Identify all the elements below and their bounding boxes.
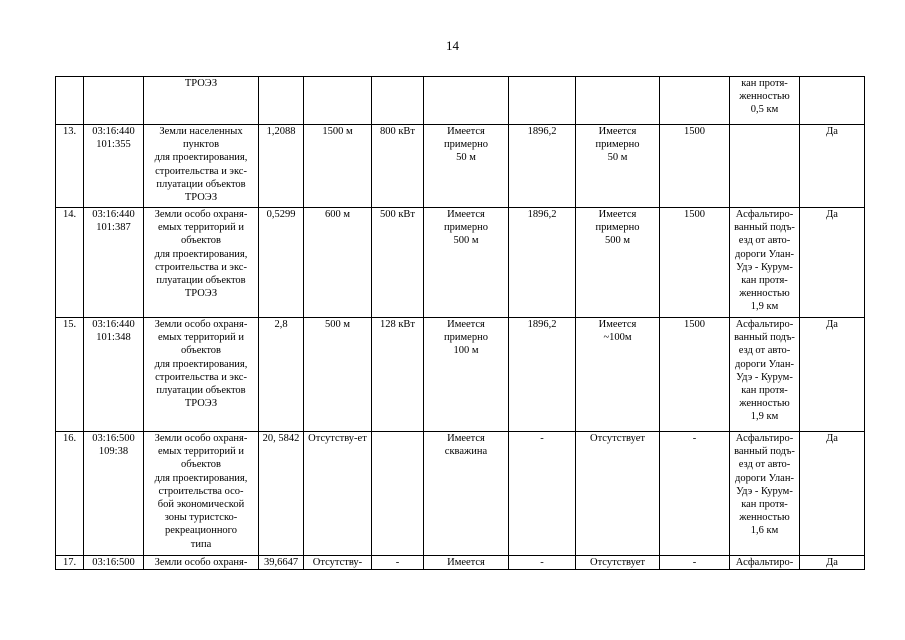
- cell-line: кан протя-: [741, 275, 788, 287]
- cell-road-access: [730, 208, 800, 318]
- cell-cadastral-number: [84, 208, 144, 318]
- cell-sewerage: [576, 208, 660, 318]
- cell-line: ванный подъ-: [734, 332, 795, 344]
- cell-line: 0,5 км: [750, 104, 779, 116]
- cell-line: для проектирования,: [154, 472, 248, 484]
- cell-water-supply: [424, 125, 509, 208]
- cell-cadastral-number: [84, 318, 144, 432]
- cell-sewerage: [576, 318, 660, 432]
- cell-distance: Отсутству-: [304, 556, 372, 570]
- table-body: [56, 77, 865, 570]
- cell-line: рекреационного: [165, 525, 237, 537]
- cell-line: 1,6 км: [750, 525, 779, 537]
- cell-line: ТРОЭЗ: [184, 398, 218, 410]
- cell-line: Земли особо охраня-: [154, 209, 248, 220]
- cell-number: [56, 77, 84, 125]
- cell-length: [660, 77, 730, 125]
- cell-line: примерно: [595, 139, 640, 151]
- cell-number: 15.: [56, 318, 84, 432]
- cell-line: примерно: [444, 139, 488, 151]
- table-row: [56, 208, 865, 318]
- cell-sewerage: [576, 432, 660, 556]
- cell-line: езд от авто-: [738, 459, 791, 471]
- cell-line: 03:16:440: [92, 209, 135, 220]
- table-row: [56, 432, 865, 556]
- cell-sewerage: [576, 125, 660, 208]
- cell-land-category: [144, 77, 259, 125]
- cell-road-access: [730, 125, 800, 208]
- cell-water-supply: [424, 208, 509, 318]
- cell-distance: Отсутству-ет: [304, 432, 372, 556]
- cell-line: емых территорий и: [157, 222, 245, 234]
- cell-power: [372, 77, 424, 125]
- cell-line: скважина: [444, 446, 488, 458]
- cell-line: ТРОЭЗ: [184, 288, 218, 300]
- cell-line: ~100м: [603, 332, 632, 344]
- cell-line: Асфальтиро-: [735, 319, 794, 330]
- cell-line: ванный подъ-: [734, 446, 795, 458]
- cell-road-access: [730, 318, 800, 432]
- cell-distance: [304, 77, 372, 125]
- cell-flag: Да: [800, 208, 865, 318]
- cell-area: 39,6647: [259, 556, 304, 570]
- cell-flag: [800, 77, 865, 125]
- cell-value: -: [509, 432, 576, 556]
- cell-line: кан протя-: [741, 499, 788, 511]
- cell-cadastral-number: [84, 556, 144, 570]
- cell-line: бой экономической: [157, 499, 245, 511]
- cell-water-supply: [424, 432, 509, 556]
- cell-line: Имеется: [598, 126, 637, 137]
- cell-line: 101:348: [96, 332, 131, 344]
- cell-sewerage: [576, 556, 660, 570]
- cell-number: 14.: [56, 208, 84, 318]
- cell-power: 800 кВт: [372, 125, 424, 208]
- cell-line: женностью: [739, 512, 790, 524]
- cell-line: зоны туристско-: [164, 512, 238, 524]
- cell-line: 03:16:500: [92, 433, 135, 444]
- cell-line: Земли особо охраня-: [154, 557, 248, 568]
- cell-land-category: [144, 318, 259, 432]
- cell-line: строительства и экс-: [155, 261, 247, 273]
- page-number: 14: [446, 38, 459, 53]
- cell-area: [259, 77, 304, 125]
- cell-line: Удэ - Курум-: [736, 485, 793, 497]
- cell-power: 128 кВт: [372, 318, 424, 432]
- cell-line: Имеется: [598, 209, 637, 220]
- cell-area: 2,8: [259, 318, 304, 432]
- cell-line: 50 м: [456, 152, 476, 164]
- cell-value: [509, 77, 576, 125]
- cell-line: 109:38: [98, 446, 129, 458]
- cell-power: [372, 432, 424, 556]
- cell-value: -: [509, 556, 576, 570]
- cell-power: -: [372, 556, 424, 570]
- cell-line: для проектирования,: [154, 152, 248, 164]
- cell-line: 1,9 км: [750, 301, 779, 313]
- cell-line: 1,9 км: [750, 411, 779, 423]
- cell-line: Имеется: [447, 433, 485, 444]
- cell-line: Имеется: [598, 319, 637, 330]
- cell-land-category: [144, 556, 259, 570]
- cell-land-category: [144, 125, 259, 208]
- cell-line: для проектирования,: [154, 248, 248, 260]
- cell-line: дороги Улан-: [735, 358, 794, 370]
- cell-value: 1896,2: [509, 318, 576, 432]
- cell-line: Асфальтиро-: [735, 209, 794, 220]
- cell-line: Имеется: [447, 319, 485, 330]
- cell-line: Удэ - Курум-: [736, 371, 793, 383]
- cell-power: 500 кВт: [372, 208, 424, 318]
- cell-line: Асфальтиро-: [735, 433, 794, 444]
- cell-line: объектов: [180, 345, 222, 357]
- cell-line: 50 м: [607, 152, 628, 164]
- cell-line: Имеется: [447, 126, 485, 137]
- cell-water-supply: [424, 556, 509, 570]
- cell-area: 1,2088: [259, 125, 304, 208]
- cell-line: женностью: [739, 398, 790, 410]
- cell-line: 101:355: [96, 139, 131, 151]
- cell-line: дороги Улан-: [735, 248, 794, 260]
- cell-line: 03:16:440: [92, 319, 135, 330]
- cell-line: примерно: [444, 222, 488, 234]
- cell-line: Имеется: [447, 209, 485, 220]
- cell-line: пунктов: [182, 139, 220, 151]
- cell-road-access: [730, 556, 800, 570]
- cell-line: кан протя-: [741, 78, 788, 89]
- cell-road-access: [730, 432, 800, 556]
- cell-line: 101:387: [96, 222, 131, 234]
- cell-line: 500 м: [604, 235, 631, 247]
- cell-length: 1500: [660, 125, 730, 208]
- cell-value: 1896,2: [509, 125, 576, 208]
- cell-line: Удэ - Курум-: [736, 261, 793, 273]
- cell-length: 1500: [660, 318, 730, 432]
- table-row: [56, 125, 865, 208]
- cell-cadastral-number: [84, 125, 144, 208]
- table-row: [56, 556, 865, 570]
- cell-line: ТРОЭЗ: [184, 192, 218, 204]
- table-row: [56, 318, 865, 432]
- cell-area: 20, 5842: [259, 432, 304, 556]
- cell-number: 17.: [56, 556, 84, 570]
- cell-line: плуатации объектов: [156, 385, 246, 397]
- cell-length: 1500: [660, 208, 730, 318]
- cell-sewerage: [576, 77, 660, 125]
- cell-distance: 500 м: [304, 318, 372, 432]
- cell-cadastral-number: [84, 432, 144, 556]
- cell-line: 100 м: [453, 345, 479, 357]
- cell-length: -: [660, 556, 730, 570]
- cell-distance: 600 м: [304, 208, 372, 318]
- cell-flag: Да: [800, 125, 865, 208]
- cell-line: Земли особо охраня-: [154, 433, 248, 444]
- cell-line: плуатации объектов: [156, 178, 246, 190]
- cell-number: 16.: [56, 432, 84, 556]
- cell-line: строительства и экс-: [155, 371, 247, 383]
- cell-line: дороги Улан-: [735, 472, 794, 484]
- cell-line: 03:16:500: [92, 557, 135, 568]
- cell-water-supply: [424, 77, 509, 125]
- cell-line: объектов: [180, 459, 222, 471]
- cell-line: Имеется: [447, 557, 485, 568]
- cell-road-access: [730, 77, 800, 125]
- cell-length: -: [660, 432, 730, 556]
- cell-line: женностью: [739, 288, 790, 300]
- cell-distance: 1500 м: [304, 125, 372, 208]
- cell-line: Отсутствует: [590, 433, 645, 444]
- cell-line: типа: [190, 538, 212, 550]
- cell-line: езд от авто-: [738, 235, 791, 247]
- cell-water-supply: [424, 318, 509, 432]
- cell-land-category: [144, 432, 259, 556]
- cell-line: емых территорий и: [157, 446, 245, 458]
- cell-line: ТРОЭЗ: [184, 78, 218, 89]
- cell-line: 03:16:440: [92, 126, 135, 137]
- cell-line: емых территорий и: [157, 332, 245, 344]
- cell-number: 13.: [56, 125, 84, 208]
- cell-line: строительства осо-: [158, 485, 244, 497]
- cell-line: для проектирования,: [154, 358, 248, 370]
- cell-line: примерно: [444, 332, 488, 344]
- cell-line: объектов: [180, 235, 222, 247]
- cell-line: строительства и экс-: [155, 165, 247, 177]
- land-plots-table: [55, 76, 865, 570]
- cell-line: Земли населенных: [159, 126, 243, 137]
- cell-line: Отсутствует: [590, 557, 645, 568]
- cell-flag: Да: [800, 432, 865, 556]
- cell-flag: Да: [800, 556, 865, 570]
- table-row: [56, 77, 865, 125]
- cell-line: кан протя-: [741, 385, 788, 397]
- cell-line: Земли особо охраня-: [154, 319, 248, 330]
- cell-line: примерно: [595, 222, 640, 234]
- cell-line: плуатации объектов: [156, 275, 246, 287]
- cell-land-category: [144, 208, 259, 318]
- cell-line: езд от авто-: [738, 345, 791, 357]
- cell-line: ванный подъ-: [734, 222, 795, 234]
- cell-line: 500 м: [453, 235, 479, 247]
- cell-area: 0,5299: [259, 208, 304, 318]
- cell-value: 1896,2: [509, 208, 576, 318]
- cell-flag: Да: [800, 318, 865, 432]
- cell-line: Асфальтиро-: [735, 557, 794, 568]
- cell-line: женностью: [739, 91, 790, 103]
- cell-cadastral-number: [84, 77, 144, 125]
